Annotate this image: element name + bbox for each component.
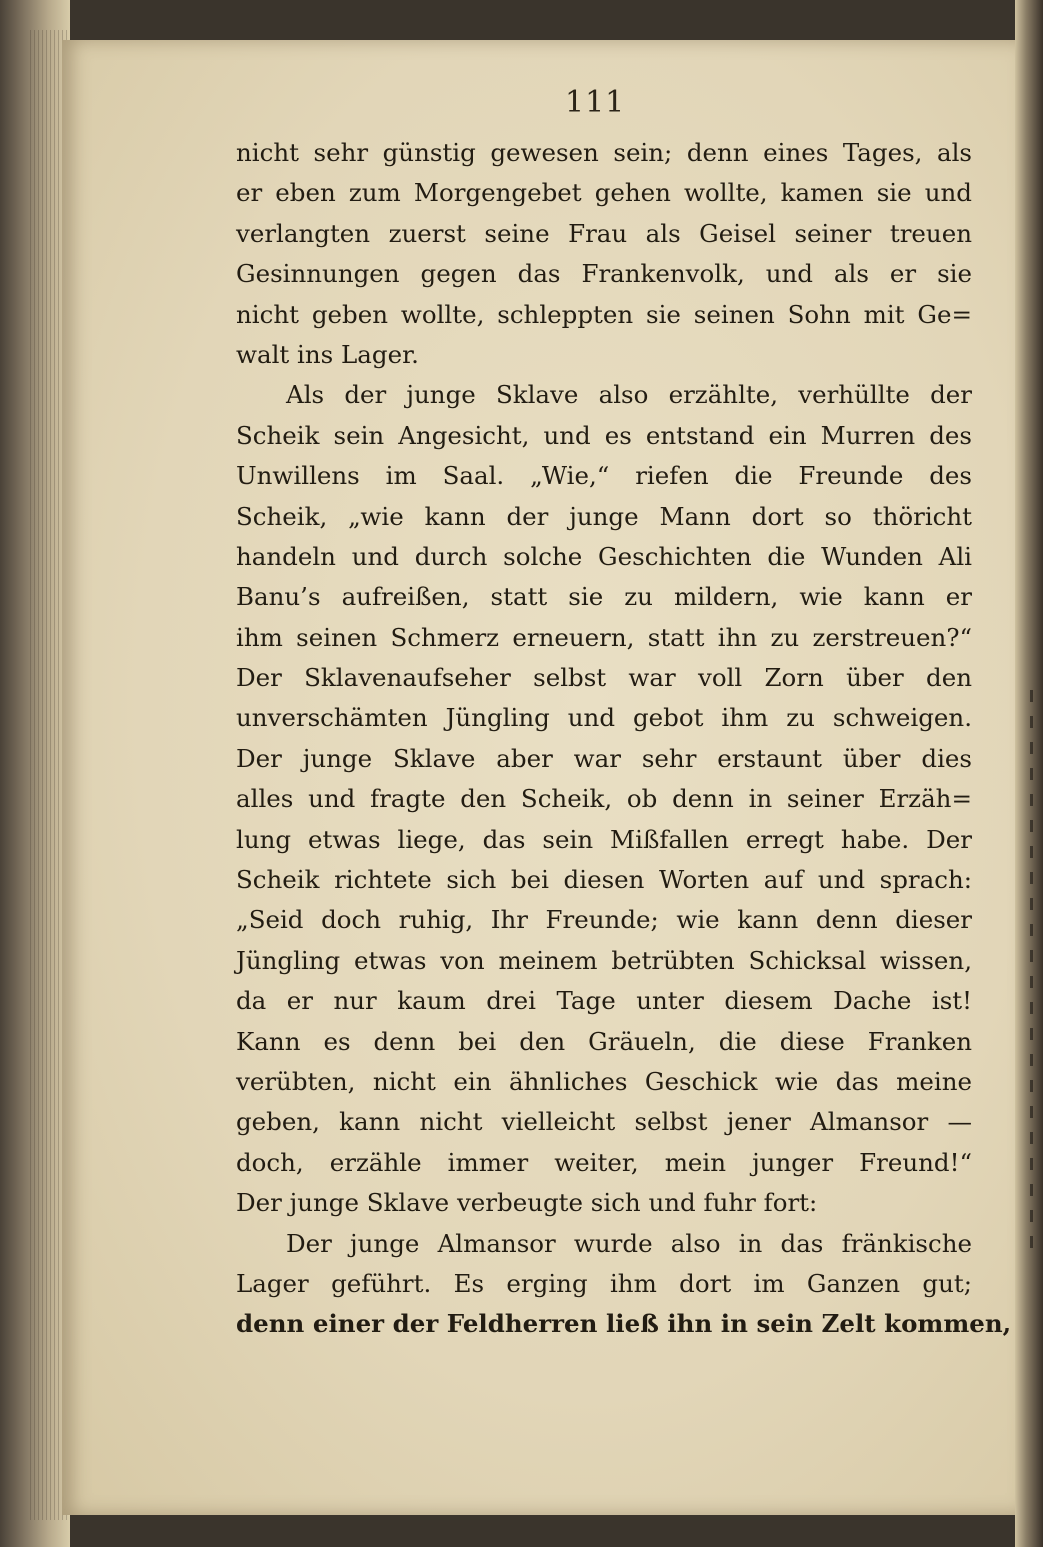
- text-line: Der junge Sklave aber war sehr erstaunt über dies: [236, 743, 972, 773]
- text-line: Scheik richtete sich bei diesen Worten auf und sprach:: [236, 865, 972, 895]
- text-line: handeln und durch solche Geschichten die Wunden Ali: [236, 541, 972, 571]
- text-line: walt ins Lager.: [236, 339, 419, 369]
- text-line: er eben zum Morgengebet gehen wollte, kamen sie und: [236, 178, 972, 208]
- text-line: Gesinnungen gegen das Frankenvolk, und als er sie: [236, 259, 972, 289]
- page-number: 111: [565, 85, 626, 120]
- text-line: Scheik sein Angesicht, und es entstand ein Murren des: [236, 420, 972, 450]
- text-line: Der Sklavenaufseher selbst war voll Zorn über den: [236, 663, 972, 693]
- text-line: Unwillens im Saal. „Wie,“ riefen die Freunde des: [236, 461, 972, 491]
- text-line: verübten, nicht ein ähnliches Geschick wie das meine: [236, 1066, 972, 1096]
- right-binding-edge: [1015, 0, 1043, 1547]
- text-line: Jüngling etwas von meinem betrübten Schicksal wissen,: [236, 945, 972, 975]
- text-line: nicht geben wollte, schleppten sie seinen Sohn mit Ge=: [236, 299, 972, 329]
- binding-stitches: [1030, 690, 1033, 1250]
- text-line: denn einer der Feldherren ließ ihn in sein Zelt kommen,: [236, 1309, 1012, 1339]
- text-line: geben, kann nicht vielleicht selbst jener Almansor —: [236, 1107, 972, 1137]
- body-text: [236, 133, 1012, 1345]
- text-line: „Seid doch ruhig, Ihr Freunde; wie kann denn dieser: [236, 905, 972, 935]
- text-line: Banu’s aufreißen, statt sie zu mildern, wie kann er: [236, 582, 972, 612]
- text-line: Der junge Sklave verbeugte sich und fuhr fort:: [236, 1188, 818, 1218]
- text-line: nicht sehr günstig gewesen sein; denn eines Tages, als: [236, 138, 972, 167]
- text-line: Als der junge Sklave also erzählte, verhüllte der: [286, 380, 972, 410]
- text-line: Der junge Almansor wurde also in das fränkische: [286, 1228, 972, 1258]
- text-line: ihm seinen Schmerz erneuern, statt ihn zu zerstreuen?“: [236, 622, 972, 652]
- text-line: da er nur kaum drei Tage unter diesem Dache ist!: [236, 986, 972, 1016]
- text-line: lung etwas liege, das sein Mißfallen erregt habe. Der: [236, 824, 972, 854]
- text-line: unverschämten Jüngling und gebot ihm zu schweigen.: [236, 703, 972, 733]
- text-line: Scheik, „wie kann der junge Mann dort so thöricht: [236, 501, 972, 531]
- text-line: doch, erzähle immer weiter, mein junger Freund!“: [236, 1147, 972, 1177]
- text-line: alles und fragte den Scheik, ob denn in seiner Erzäh=: [236, 784, 972, 814]
- text-line: Lager geführt. Es erging ihm dort im Ganzen gut;: [236, 1268, 972, 1298]
- text-line: verlangten zuerst seine Frau als Geisel seiner treuen: [236, 218, 972, 248]
- text-line: Kann es denn bei den Gräueln, die diese Franken: [236, 1026, 972, 1056]
